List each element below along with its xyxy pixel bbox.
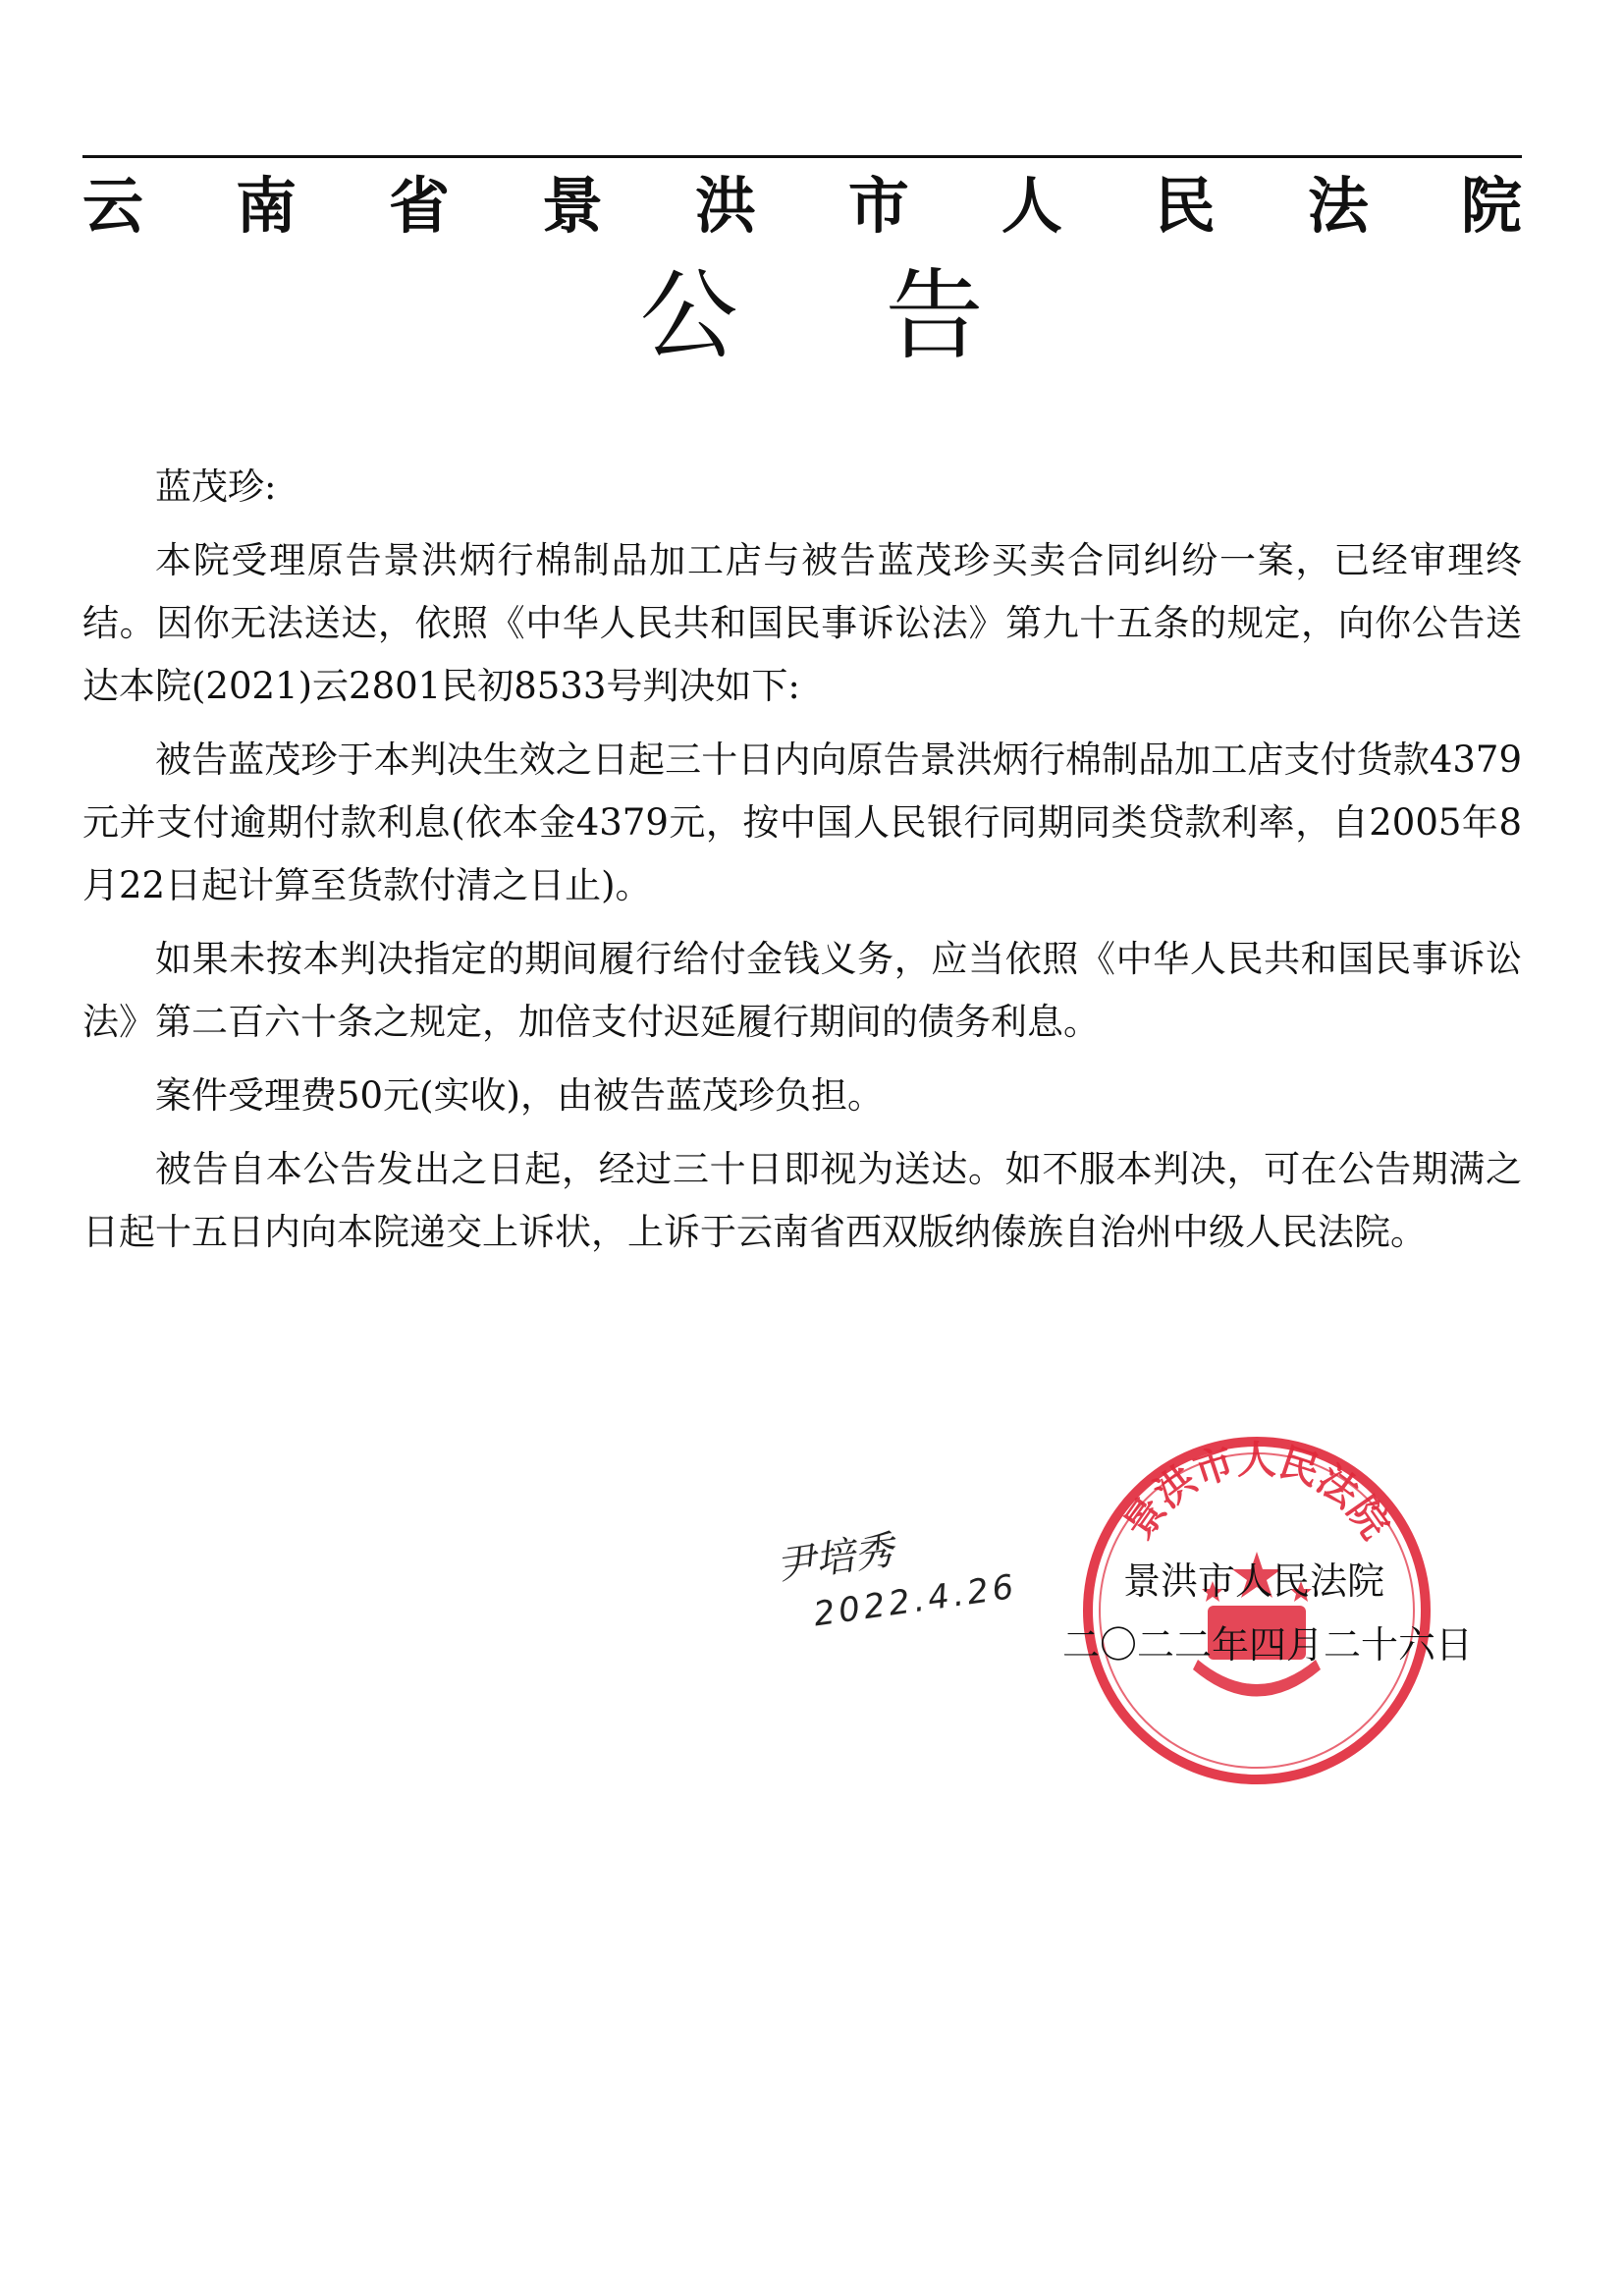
paragraph: 被告蓝茂珍于本判决生效之日起三十日内向原告景洪炳行棉制品加工店支付货款4379元并支付逾期付款利息(依本金4379元，按中国人民银行同期同类贷款利率，自2005年8月22日起计算至货款付清之日止)。: [82, 738, 1522, 906]
top-rule: [82, 155, 1522, 158]
court-char: 市: [847, 170, 909, 242]
seal-text-path: 景洪市人民法院: [1114, 1437, 1399, 1548]
paragraph: 本院受理原告景洪炳行棉制品加工店与被告蓝茂珍买卖合同纠纷一案，已经审理终结。因你无法送达，依照《中华人民共和国民事诉讼法》第九十五条的规定，向你公告送达本院(2021)云2801民初8533号判决如下:: [82, 539, 1522, 707]
handwritten-signature: 尹培秀: [773, 1527, 897, 1590]
paragraph: 如果未按本判决指定的期间履行给付金钱义务，应当依照《中华人民共和国民事诉讼法》第二百六十条之规定，加倍支付迟延履行期间的债务利息。: [82, 938, 1522, 1043]
handwritten-date: 2022.4.26: [811, 1566, 1020, 1635]
paragraph: 被告自本公告发出之日起，经过三十日即视为送达。如不服本判决，可在公告期满之日起十五日内向本院递交上诉状，上诉于云南省西双版纳傣族自治州中级人民法院。: [82, 1148, 1522, 1253]
court-char: 景: [541, 170, 603, 242]
seal-text: [1115, 1437, 1398, 1547]
court-header: [82, 167, 1522, 246]
salutation: 蓝茂珍:: [155, 465, 277, 508]
court-seal-icon: [1080, 1434, 1434, 1787]
court-char: 民: [1154, 170, 1216, 242]
paragraph: 案件受理费50元(实收)，由被告蓝茂珍负担。: [155, 1074, 884, 1117]
court-char: 省: [388, 170, 450, 242]
court-char: 法: [1307, 170, 1369, 242]
issue-date: 二〇二二年四月二十六日: [1061, 1623, 1473, 1667]
notice-body: [82, 456, 1522, 1275]
issuing-court: 景洪市人民法院: [1122, 1559, 1384, 1603]
court-char: 院: [1460, 170, 1522, 242]
document-title: 公告: [639, 258, 1131, 373]
court-char: 人: [1001, 170, 1062, 242]
court-char: 洪: [694, 170, 756, 242]
court-char: 云: [82, 170, 144, 242]
court-char: 南: [235, 170, 297, 242]
